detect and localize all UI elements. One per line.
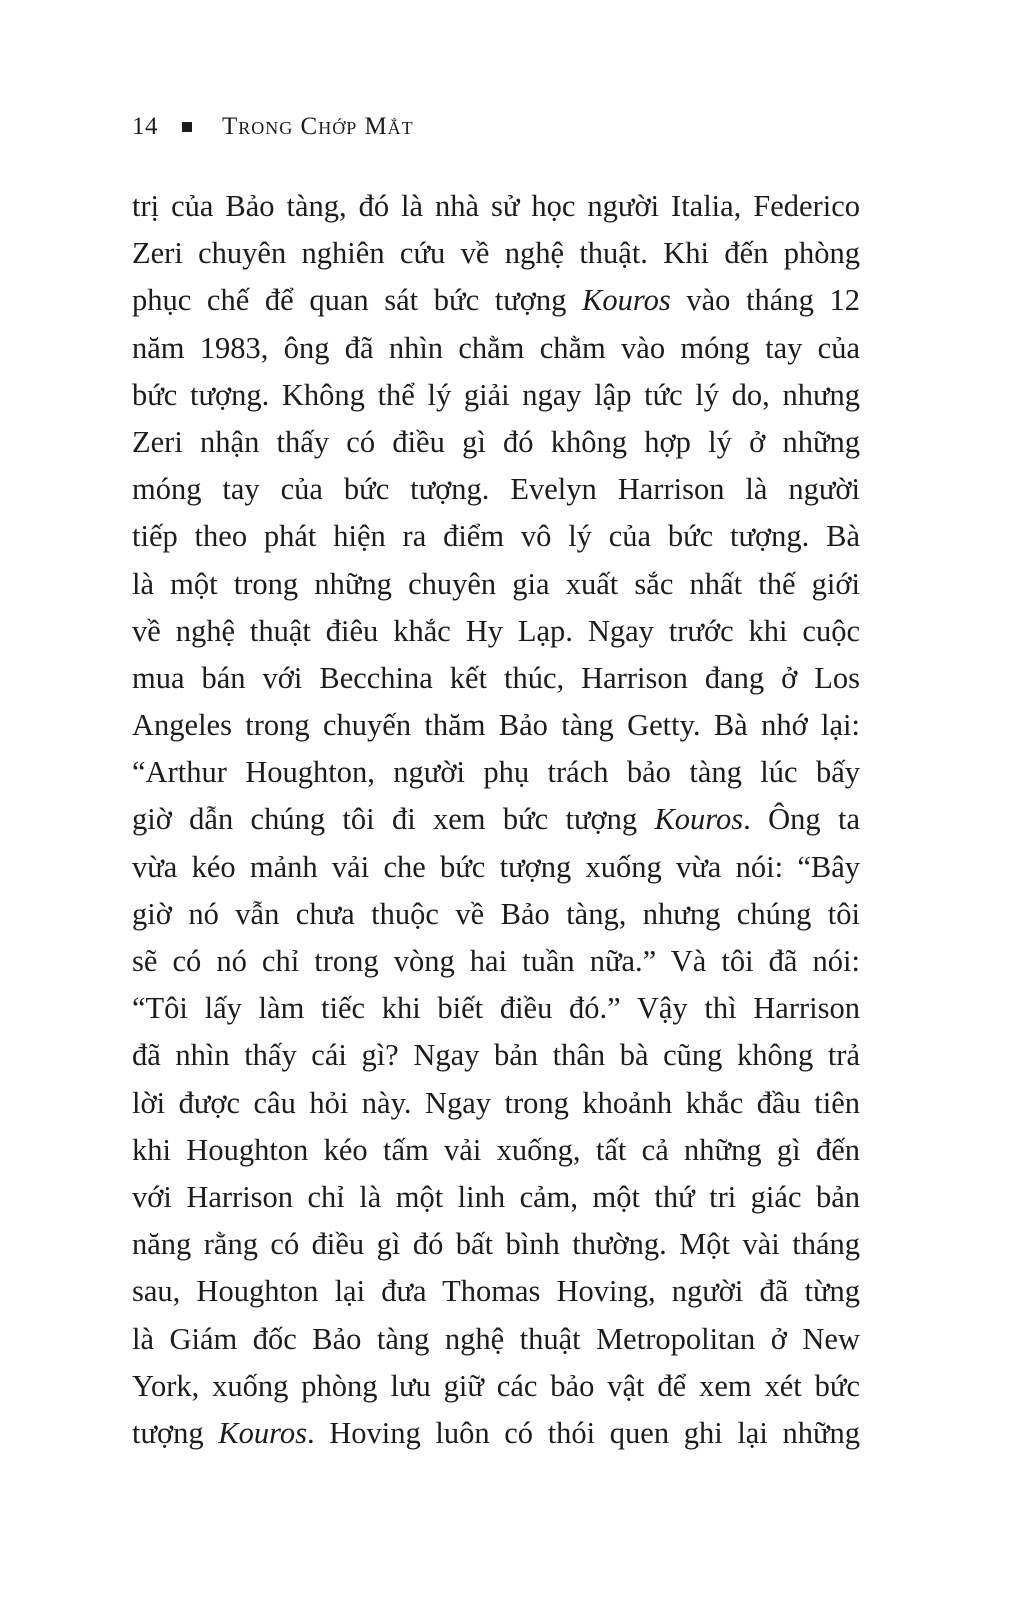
text-line: lời được câu hỏi này. Ngay trong khoảnh khắc đầu tiên [132,1085,860,1120]
body-text [132,183,860,1457]
text-line: bức tượng. Không thể lý giải ngay lập tức lý do, nhưng [132,377,860,412]
page-number: 14 [132,113,158,140]
italic-term: Kouros [654,802,744,837]
text-line: Zeri nhận thấy có điều gì đó không hợp lý ở những [132,424,860,459]
text-line: sẽ có nó chỉ trong vòng hai tuần nữa.” Và tôi đã nói: [132,944,860,978]
italic-term: Kouros [582,283,671,318]
text-line: tượng Kouros. Hoving luôn có thói quen ghi lại những [132,1415,860,1450]
text-line: tiếp theo phát hiện ra điểm vô lý của bức tượng. Bà [132,519,860,554]
text-line: là một trong những chuyên gia xuất sắc nhất thế giới [132,566,860,601]
text-line: Zeri chuyên nghiên cứu về nghệ thuật. Khi đến phòng [132,236,860,271]
running-header [132,110,414,144]
text-line: đã nhìn thấy cái gì? Ngay bản thân bà cũng không trả [132,1038,860,1073]
text-line: mua bán với Becchina kết thúc, Harrison đang ở Los [132,660,860,695]
text-line: khi Houghton kéo tấm vải xuống, tất cả những gì đến [132,1132,860,1167]
text-line: “Tôi lấy làm tiếc khi biết điều đó.” Vậy thì Harrison [132,991,860,1026]
text-line: là Giám đốc Bảo tàng nghệ thuật Metropolitan ở New [132,1321,860,1356]
text-line: về nghệ thuật điêu khắc Hy Lạp. Ngay trước khi cuộc [132,613,860,648]
text-line: “Arthur Houghton, người phụ trách bảo tàng lúc bấy [132,755,860,790]
book-title: Trong Chớp Mắt [222,113,414,140]
text-line: giờ nó vẫn chưa thuộc về Bảo tàng, nhưng chúng tôi [132,896,860,931]
text-line: York, xuống phòng lưu giữ các bảo vật để xem xét bức [132,1368,860,1403]
text-line: vừa kéo mảnh vải che bức tượng xuống vừa nói: “Bây [132,849,860,884]
text-line: móng tay của bức tượng. Evelyn Harrison là người [132,472,860,507]
text-line: Angeles trong chuyến thăm Bảo tàng Getty. Bà nhớ lại: [132,708,860,743]
square-bullet-icon [182,122,192,132]
italic-term: Kouros [218,1415,307,1450]
text-line: phục chế để quan sát bức tượng Kouros vào tháng 12 [132,283,860,318]
text-line: sau, Houghton lại đưa Thomas Hoving, người đã từng [132,1274,860,1309]
text-line: trị của Bảo tàng, đó là nhà sử học người Italia, Federico [132,189,860,223]
text-line: giờ dẫn chúng tôi đi xem bức tượng Kouros. Ông ta [132,802,860,837]
text-line: năm 1983, ông đã nhìn chằm chằm vào móng tay của [132,330,860,365]
text-line: với Harrison chỉ là một linh cảm, một thứ tri giác bản [132,1179,860,1214]
text-line: năng rằng có điều gì đó bất bình thường. Một vài tháng [132,1227,860,1262]
